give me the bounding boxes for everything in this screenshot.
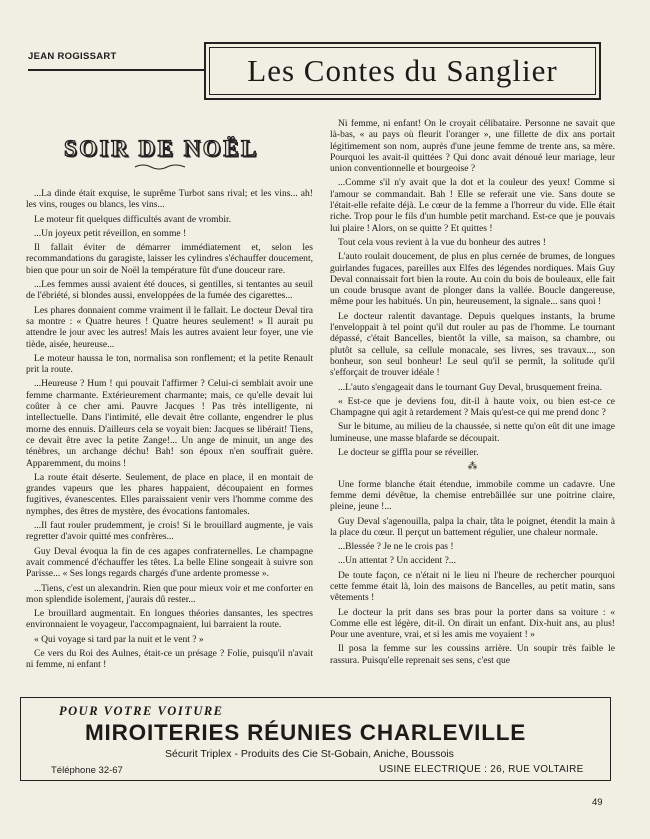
paragraph: ...La dinde était exquise, le suprême Turbot sans rival; et les vins... ah! les vins, rouges ou blancs, les vins...	[26, 188, 313, 211]
ad-tagline: POUR VOTRE VOITURE	[59, 704, 224, 718]
advertisement	[20, 697, 611, 781]
left-column	[26, 188, 313, 674]
paragraph: Tout cela vous revient à la vue du bonheur des autres !	[338, 236, 546, 248]
ad-phone: Téléphone 32-67	[51, 765, 123, 776]
series-title: Les Contes du Sanglier	[247, 53, 558, 88]
paragraph: Guy Deval s'agenouilla, palpa la chair, tâta le poignet, étendit la main à la place du cœur. Il perçut un battement régulier, une chaleur normale.	[330, 515, 615, 538]
paragraph: ...Tiens, c'est un alexandrin. Rien que pour mieux voir et me conforter en mon splendide isolement, j'aurais dû rester...	[26, 582, 313, 605]
paragraph: Le brouillard augmentait. En longues théories dansantes, les spectres environnaient le voyageur, l'accompagnaient, lui barraient la route.	[26, 608, 313, 631]
paragraph: ...Il faut rouler prudemment, je crois! Si le brouillard augmente, je vais regretter d'avoir quitté mes confrères...	[26, 520, 313, 543]
title-ornament	[133, 163, 189, 171]
right-column	[330, 118, 615, 669]
paragraph: Le moteur haussa le ton, normalisa son ronflement; et la petite Renault prit la route.	[26, 352, 313, 376]
paragraph: « Qui voyage si tard par la nuit et le vent ? »	[34, 633, 204, 645]
paragraph: ...Les femmes aussi avaient été douces, si gentilles, si tentantes au seuil de l'ébriété, si blondes aussi, enveloppées de la fumée des cigarettes...	[26, 279, 313, 302]
paragraph: ...Comme s'il n'y avait que la dot et la couleur des yeux! Comme si l'amour se commandait. Bah ! Elle se referait une vie. Sans doute se l'était-elle refaite déjà. Le cœur de la femme a l'horreur du vide. Elle était riche. Trop pour le fils d'un humble petit marchand. Est-ce que je pouvais lui plaire ! Alors, on se quitte ? Et quittes !	[330, 177, 615, 234]
paragraph: Les phares donnaient comme vraiment il le fallait. Le docteur Deval tira sa montre : « Quatre heures ! Quatre heures seulement! » Il aurait pu attendre le jour avec les autres! Mais les autres avaient leur foyer, une vie tiède, aisée, heureuse...	[26, 304, 313, 350]
story-title: SOIR DE NOËL	[64, 136, 259, 161]
series-title-box	[204, 42, 601, 100]
section-separator: ⁂	[467, 461, 478, 473]
ad-company: MIROITERIES RÉUNIES CHARLEVILLE	[85, 720, 527, 745]
paragraph: ...Un joyeux petit réveillon, en somme !	[34, 227, 187, 239]
paragraph: Il fallait éviter de démarrer immédiatement et, selon les recommandations du garagiste, laisser les cylindres s'échauffer doucement, bien que pour un soir de Noël la température fût d'une douceur rare.	[26, 242, 313, 276]
paragraph: « Est-ce que je deviens fou, dit-il à haute voix, ou bien est-ce ce Champagne qui agit à retardement ? Mais qu'est-ce qui me prend donc ?	[330, 395, 615, 419]
paragraph: La route était déserte. Seulement, de place en place, il en montait de grandes vapeurs que les phares happaient, découpaient en formes fugitives, évanescentes. Elles paraissaient venir vers l'homme comme des nymphes, des êtres de mystère, des évocations fantomales.	[26, 471, 313, 517]
ad-address: USINE ELECTRIQUE : 26, RUE VOLTAIRE	[379, 764, 584, 775]
paragraph: Le moteur fit quelques difficultés avant de vrombir.	[34, 213, 232, 225]
paragraph: ...Heureuse ? Hum ! qui pouvait l'affirmer ? Celui-ci semblait avoir une femme charmante. Extérieurement charmante; mais, ce qu'elle devait lui coûter à ce cher ami. Pauvre Jacques ! Pas très intelligente, ni intellectuelle. Dans l'intimité, elle devait être collante, engendrer le plus morne des ennuis. D'ailleurs cela se voyait bien: Jacques se libérait! Tiens, ce devait être avec la petite Zange!... Un ange de minuit, un ange des ténèbres, un archange déchu! Bah! son époux n'en souffrait guère. Apparemment, du moins !	[26, 378, 313, 469]
paragraph: Ce vers du Roi des Aulnes, était-ce un présage ? Folie, puisqu'il n'avait ni femme, ni enfant !	[26, 647, 313, 671]
paragraph: ...Un attentat ? Un accident ?...	[338, 555, 456, 567]
paragraph: Guy Deval évoqua la fin de ces agapes confraternelles. Le champagne avait commencé d'échauffer les têtes. La belle Eline songeait à suivre son Parisse... « Ses longs regards chargés d'une ardente promesse ».	[26, 545, 313, 580]
paragraph: L'auto roulait doucement, de plus en plus cernée de brumes, de longues guirlandes fugaces, pareilles aux Elfes des légendes nordiques. Mais Guy Deval connaissait fort bien la route. Au coin du bois de bouleaux, elle fait un coude brusque avant de plonger dans la vallée. Boucle dangereuse, même pour les habitués. Un pin, heureusement, la signale... sans quoi !	[330, 251, 615, 308]
paragraph: Une forme blanche était étendue, immobile comme un cadavre. Une femme demi dévêtue, la chemise entrebâillée sur une poitrine claire, pleine, jeune !...	[330, 478, 615, 513]
paragraph: ...L'auto s'engageait dans le tournant Guy Deval, brusquement freina.	[338, 381, 603, 393]
author-name: JEAN ROGISSART	[28, 51, 117, 62]
paragraph: De toute façon, ce n'était ni le lieu ni l'heure de rechercher pourquoi cette femme était là, loin des maisons de Bancelles, au petit matin, sans vêtements !	[330, 569, 615, 604]
paragraph: Le docteur se giffla pour se réveiller.	[338, 447, 479, 459]
paragraph: Le docteur ralentit davantage. Depuis quelques instants, la brume l'enveloppait à tel point qu'il dut rouler au pas de l'homme. Le tournant dépassé, c'était Bancelles, bientôt la ville, sa maison, sa chambre, ou plutôt sa cellule, sa cellule monacale, ses livres, ses travaux..., son bonheur, son seul bonheur! Le seul qu'il se permît, la solitude qu'il s'efforçait de trouver idéale !	[330, 310, 615, 379]
page-number: 49	[592, 797, 603, 808]
paragraph: Il posa la femme sur les coussins arrière. Un soupir très faible le rassura. Puisqu'elle reprenait ses sens, c'est que	[330, 643, 615, 666]
header-rule	[28, 69, 204, 71]
paragraph: Sur le bitume, au milieu de la chaussée, si nette qu'on eût dit une image lumineuse, une masse blafarde se découpait.	[330, 421, 615, 444]
paragraph: Le docteur la prit dans ses bras pour la porter dans sa voiture : « Comme elle est légère, dit-il. On dirait un enfant. Dix-huit ans, au plus! Pour une aventure, vrai, et si les amis me voyaient ! »	[330, 606, 615, 641]
paragraph: Ni femme, ni enfant! On le croyait célibataire. Personne ne savait que là-bas, « au pays où fleurit l'oranger », une fillette de dix ans portait légitimement son nom, auprès d'une jeune femme de trente ans, sa mère. Pourquoi les avait-il quittées ? Qui donc avait dénoué leur mariage, leur union conventionnelle et bourgeoise ?	[330, 118, 615, 175]
paragraph: ...Blessée ? Je ne le crois pas !	[338, 541, 454, 553]
ad-description: Sécurit Triplex - Produits des Cie St-Gobain, Aniche, Boussois	[165, 748, 454, 760]
